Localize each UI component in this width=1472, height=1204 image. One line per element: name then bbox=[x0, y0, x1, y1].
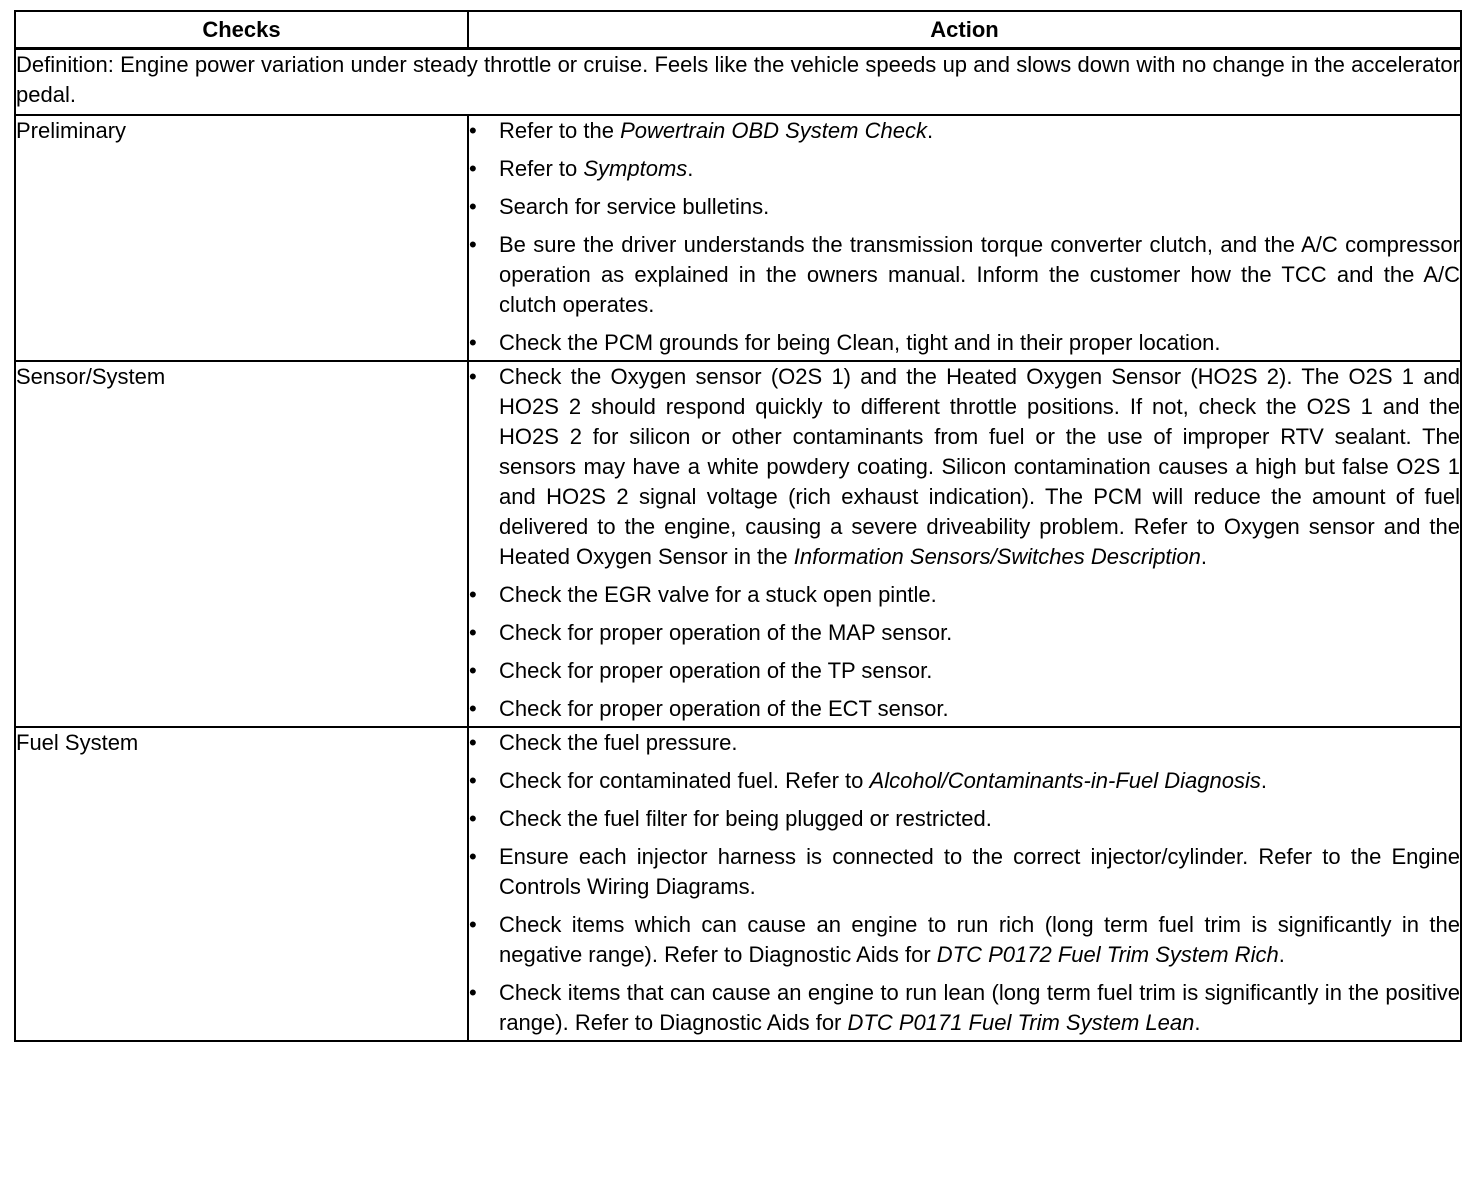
list-item bbox=[469, 618, 1460, 648]
list-item bbox=[469, 842, 1460, 902]
action-text-tail: . bbox=[1194, 1009, 1201, 1035]
action-list bbox=[469, 362, 1460, 724]
bullet-icon: • bbox=[469, 363, 477, 389]
table-row bbox=[15, 361, 1461, 727]
action-text: Check for proper operation of the MAP sensor. bbox=[499, 619, 953, 645]
reference-title: Symptoms bbox=[583, 155, 688, 181]
action-text-tail: . bbox=[1260, 767, 1267, 793]
table-row bbox=[15, 115, 1461, 361]
definition-row bbox=[15, 49, 1461, 115]
action-text: Search for service bulletins. bbox=[499, 193, 770, 219]
list-item bbox=[469, 804, 1460, 834]
bullet-icon: • bbox=[469, 657, 477, 683]
action-text: Refer to bbox=[499, 155, 584, 181]
reference-title: DTC P0172 Fuel Trim System Rich bbox=[936, 941, 1279, 967]
action-text-tail: . bbox=[926, 117, 934, 143]
list-item bbox=[469, 978, 1460, 1038]
table-header bbox=[15, 11, 1461, 49]
checks-column-header: Checks bbox=[15, 11, 468, 49]
action-text: Ensure each injector harness is connected to the correct injector/cylinder. Refer to the Engine Controls Wiring Diagrams. bbox=[499, 843, 1460, 899]
bullet-icon: • bbox=[469, 329, 477, 355]
check-label: Fuel System bbox=[15, 727, 468, 1041]
bullet-icon: • bbox=[469, 231, 477, 257]
list-item bbox=[469, 656, 1460, 686]
reference-title: Information Sensors/Switches Description bbox=[793, 543, 1201, 569]
reference-title: Powertrain OBD System Check bbox=[620, 117, 927, 143]
list-item bbox=[469, 580, 1460, 610]
action-cell bbox=[468, 361, 1461, 727]
action-column-header: Action bbox=[468, 11, 1461, 49]
list-item bbox=[469, 694, 1460, 724]
action-text-tail: . bbox=[1278, 941, 1285, 967]
bullet-icon: • bbox=[469, 843, 477, 869]
bullet-icon: • bbox=[469, 767, 477, 793]
action-text: Check the PCM grounds for being Clean, tight and in their proper location. bbox=[499, 329, 1221, 355]
list-item bbox=[469, 230, 1460, 320]
bullet-icon: • bbox=[469, 155, 477, 181]
action-text: Check items which can cause an engine to run rich (long term fuel trim is significantly in the negative range). Refer to Diagnostic Aids for bbox=[499, 911, 1460, 967]
action-text-tail: . bbox=[1200, 543, 1208, 569]
action-text: Check the Oxygen sensor (O2S 1) and the Heated Oxygen Sensor (HO2S 2). The O2S 1 and HO2S 2 should respond quickly to different throttle positions. If not, check the O2S 1 and the HO2S 2 for silicon or other contaminants from fuel or the use of improper RTV sealant. The sensors may have a white powdery coating. Silicon contamination causes a high but false O2S 1 and HO2S 2 signal voltage (rich exhaust indication). The PCM will reduce the amount of fuel delivered to the engine, causing a severe driveability problem. Refer to Oxygen sensor and the Heated Oxygen Sensor in the bbox=[499, 363, 1460, 569]
action-text: Check the fuel filter for being plugged or restricted. bbox=[499, 805, 992, 831]
header-row bbox=[15, 11, 1461, 49]
action-text: Check for contaminated fuel. Refer to bbox=[499, 767, 870, 793]
table-row bbox=[15, 727, 1461, 1041]
reference-title: Alcohol/Contaminants-in-Fuel Diagnosis bbox=[869, 767, 1261, 793]
action-text-tail: . bbox=[687, 155, 694, 181]
action-text: Check for proper operation of the ECT sensor. bbox=[499, 695, 949, 721]
bullet-icon: • bbox=[469, 581, 477, 607]
bullet-icon: • bbox=[469, 695, 477, 721]
bullet-icon: • bbox=[469, 805, 477, 831]
table-body bbox=[15, 49, 1461, 1041]
bullet-icon: • bbox=[469, 729, 477, 755]
reference-title: DTC P0171 Fuel Trim System Lean bbox=[847, 1009, 1195, 1035]
list-item bbox=[469, 362, 1460, 572]
action-list bbox=[469, 728, 1460, 1038]
action-cell bbox=[468, 115, 1461, 361]
action-text: Be sure the driver understands the transmission torque converter clutch, and the A/C compressor operation as explained in the owners manual. Inform the customer how the TCC and the A/C clutch operates. bbox=[499, 231, 1460, 317]
action-text: Check items that can cause an engine to run lean (long term fuel trim is significantly in the positive range). Refer to Diagnostic Aids for bbox=[499, 979, 1460, 1035]
list-item bbox=[469, 192, 1460, 222]
action-text: Check the EGR valve for a stuck open pintle. bbox=[499, 581, 937, 607]
bullet-icon: • bbox=[469, 193, 477, 219]
check-label: Preliminary bbox=[15, 115, 468, 361]
definition-text: Definition: Engine power variation under steady throttle or cruise. Feels like the vehicle speeds up and slows down with no change in the accelerator pedal. bbox=[15, 49, 1461, 115]
action-text: Check the fuel pressure. bbox=[499, 729, 738, 755]
bullet-icon: • bbox=[469, 979, 477, 1005]
bullet-icon: • bbox=[469, 619, 477, 645]
list-item bbox=[469, 766, 1460, 796]
action-text: Check for proper operation of the TP sensor. bbox=[499, 657, 933, 683]
check-label: Sensor/System bbox=[15, 361, 468, 727]
bullet-icon: • bbox=[469, 911, 477, 937]
list-item bbox=[469, 910, 1460, 970]
action-text: Refer to the bbox=[499, 117, 621, 143]
action-list bbox=[469, 116, 1460, 358]
list-item bbox=[469, 328, 1460, 358]
action-cell bbox=[468, 727, 1461, 1041]
list-item bbox=[469, 154, 1460, 184]
bullet-icon: • bbox=[469, 117, 477, 143]
surges-chuggles-diagnostic-table bbox=[14, 10, 1462, 1042]
list-item bbox=[469, 728, 1460, 758]
list-item bbox=[469, 116, 1460, 146]
